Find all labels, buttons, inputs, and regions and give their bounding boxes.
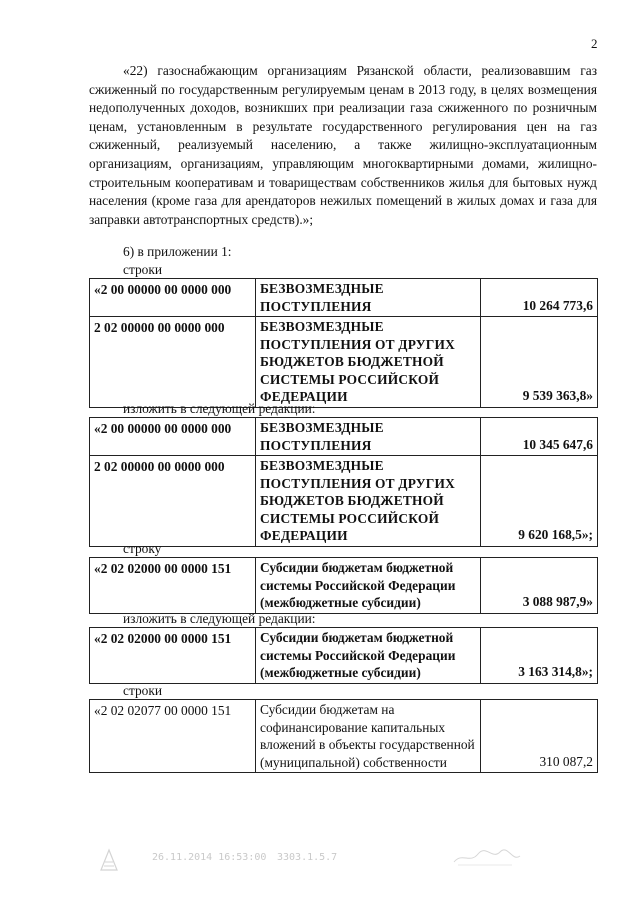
table-row bbox=[90, 628, 598, 684]
row-code: «2 02 02000 00 0000 151 bbox=[90, 558, 256, 614]
footer-datetime: 26.11.2014 16:53:00 bbox=[152, 852, 267, 863]
label-restate-2: изложить в следующей редакции: bbox=[123, 611, 316, 626]
row-name: БЕЗВОЗМЕЗДНЫЕ ПОСТУПЛЕНИЯ ОТ ДРУГИХ БЮДЖЕТОВ БЮДЖЕТНОЙ СИСТЕМЫ РОССИЙСКОЙ ФЕДЕРАЦИИ bbox=[256, 456, 481, 547]
row-name: БЕЗВОЗМЕЗДНЫЕ ПОСТУПЛЕНИЯ bbox=[256, 279, 481, 317]
table-4 bbox=[89, 627, 598, 684]
watermark-icon bbox=[99, 848, 119, 872]
row-name: Субсидии бюджетам бюджетной системы Российской Федерации (межбюджетные субсидии) bbox=[256, 558, 481, 614]
row-amount: 3 088 987,9» bbox=[481, 558, 598, 614]
row-name: БЕЗВОЗМЕЗДНЫЕ ПОСТУПЛЕНИЯ bbox=[256, 418, 481, 456]
label-row-2: строку bbox=[123, 541, 162, 556]
paragraph-22: «22) газоснабжающим организациям Рязанской области, реализовавшим газ сжиженный по государственным регулируемым ценам в 2013 году, в целях возмещения недополученных доходов, возникших при реализации газа сжиженного по розничным ценам, установленным в результате государственного регулирования цен на газ сжиженный, реализуемый населению, а также жилищно-эксплуатационным организациям, организациям, управляющим многоквартирными домами, жилищно-строительным кооперативам и товариществам собственников жилья для бытовых нужд населения (кроме газа для арендаторов нежилых помещений в жилых домах и газа для заправки автотранспортных средств).»; bbox=[89, 63, 597, 227]
row-amount: 10 345 647,6 bbox=[481, 418, 598, 456]
footer-doc-id: 3303.1.5.7 bbox=[277, 852, 338, 863]
signature-stamp-icon bbox=[452, 846, 522, 868]
table-row bbox=[90, 700, 598, 773]
table-1 bbox=[89, 278, 598, 408]
table-row bbox=[90, 456, 598, 547]
row-code: «2 00 00000 00 0000 000 bbox=[90, 418, 256, 456]
label-rows-1: строки bbox=[123, 262, 163, 277]
row-amount: 3 163 314,8»; bbox=[481, 628, 598, 684]
row-code: «2 00 00000 00 0000 000 bbox=[90, 279, 256, 317]
row-amount: 310 087,2 bbox=[481, 700, 598, 773]
label-rows-3: строки bbox=[123, 683, 163, 698]
row-code: 2 02 00000 00 0000 000 bbox=[90, 456, 256, 547]
item-6-heading: 6) в приложении 1: bbox=[123, 244, 232, 259]
page-number: 2 bbox=[591, 36, 598, 51]
row-amount: 9 620 168,5»; bbox=[481, 456, 598, 547]
label-restate-1: изложить в следующей редакции: bbox=[123, 401, 316, 416]
row-name: Субсидии бюджетам на софинансирование капитальных вложений в объекты государственной (муниципальной) собственности bbox=[256, 700, 481, 773]
table-row bbox=[90, 558, 598, 614]
table-row bbox=[90, 317, 598, 408]
row-amount: 10 264 773,6 bbox=[481, 279, 598, 317]
table-row bbox=[90, 279, 598, 317]
row-name: БЕЗВОЗМЕЗДНЫЕ ПОСТУПЛЕНИЯ ОТ ДРУГИХ БЮДЖЕТОВ БЮДЖЕТНОЙ СИСТЕМЫ РОССИЙСКОЙ ФЕДЕРАЦИИ bbox=[256, 317, 481, 408]
row-name: Субсидии бюджетам бюджетной системы Российской Федерации (межбюджетные субсидии) bbox=[256, 628, 481, 684]
row-code: «2 02 02000 00 0000 151 bbox=[90, 628, 256, 684]
table-2 bbox=[89, 417, 598, 547]
row-code: 2 02 00000 00 0000 000 bbox=[90, 317, 256, 408]
row-amount: 9 539 363,8» bbox=[481, 317, 598, 408]
table-3 bbox=[89, 557, 598, 614]
table-5 bbox=[89, 699, 598, 773]
row-code: «2 02 02077 00 0000 151 bbox=[90, 700, 256, 773]
table-row bbox=[90, 418, 598, 456]
